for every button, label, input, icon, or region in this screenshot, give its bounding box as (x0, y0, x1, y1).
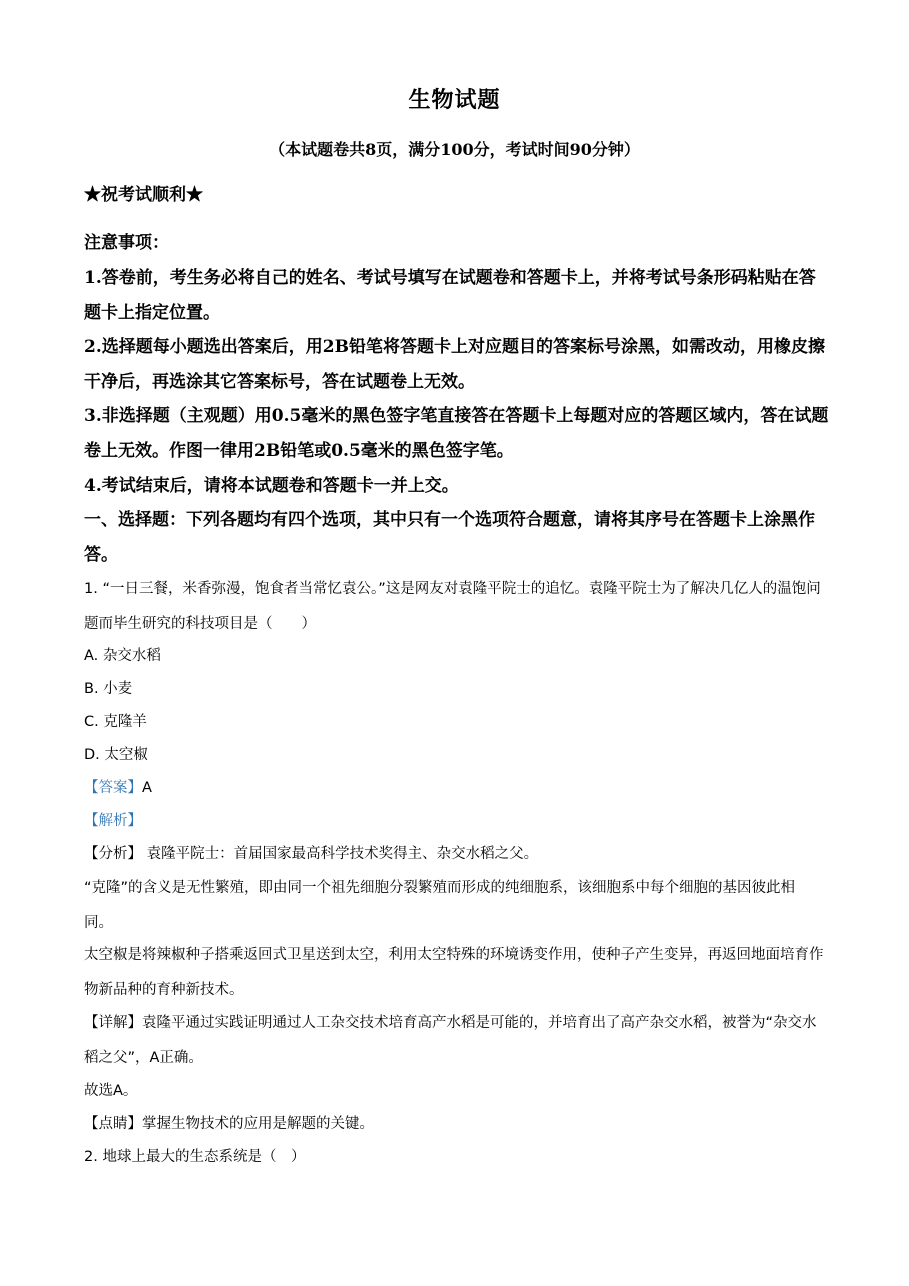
notice-item: 3.非选择题（主观题）用0.5毫米的黑色签字笔直接答在答题卡上每题对应的答题区域内，答在试题卷上无效。作图一律用2B铅笔或0.5毫米的黑色签字笔。 (84, 406, 829, 461)
answer-tag: 【答案】 (84, 780, 142, 796)
section-heading: 一、选择题：下列各题均有四个选项，其中只有一个选项符合题意，请将其序号在答题卡上涂黑作答。 (84, 510, 815, 565)
page-title: 生物试题 (408, 87, 501, 113)
choose-line: 故选A。 (84, 1083, 138, 1099)
option-c: C. 克隆羊 (84, 714, 147, 730)
analysis-tag: 【解析】 (84, 813, 142, 829)
option-d: D. 太空椒 (84, 747, 148, 763)
option-a: A. 杂交水稻 (84, 648, 161, 664)
notice-item: 4.考试结束后，请将本试题卷和答题卡一并上交。 (84, 476, 459, 496)
notice-item: 1.答卷前，考生务必将自己的姓名、考试号填写在试题卷和答题卡上，并将考试号条形码粘贴在答题卡上指定位置。 (84, 268, 816, 323)
analysis-clone: “克隆”的含义是无性繁殖，即由同一个祖先细胞分裂繁殖而形成的纯细胞系，该细胞系中每个细胞的基因彼此相同。 (84, 880, 796, 931)
blessing-line: ★祝考试顺利★ (84, 185, 203, 205)
option-b: B. 小麦 (84, 681, 133, 697)
question-stem: 2. 地球上最大的生态系统是（ ） (84, 1149, 306, 1165)
notice-item: 2.选择题每小题选出答案后，用2B铅笔将答题卡上对应题目的答案标号涂黑，如需改动，用橡皮擦干净后，再选涂其它答案标号，答在试题卷上无效。 (84, 337, 825, 392)
answer-value: A (142, 780, 152, 796)
notice-heading: 注意事项： (84, 233, 169, 253)
answer-line (84, 772, 824, 805)
key-point: 【点睛】掌握生物技术的应用是解题的关键。 (84, 1116, 374, 1132)
analysis-space: 太空椒是将辣椒种子搭乘返回式卫星送到太空，利用太空特殊的环境诱变作用，使种子产生变异，再返回地面培育作物新品种的育种新技术。 (84, 947, 824, 998)
analysis-detail: 【详解】袁隆平通过实践证明通过人工杂交技术培育高产水稻是可能的，并培育出了高产杂交水稻，被誉为“杂交水稻之父”，A正确。 (84, 1015, 817, 1066)
question-stem: 1. “一日三餐，米香弥漫，饱食者当常忆袁公。”这是网友对袁隆平院士的追忆。袁隆平院士为了解决几亿人的温饱问题而毕生研究的科技项目是（ ） (84, 581, 821, 632)
analysis-fenxi: 【分析】 袁隆平院士：首届国家最高科学技术奖得主、杂交水稻之父。 (84, 846, 539, 862)
exam-info: （本试题卷共8页，满分100分，考试时间90分钟） (269, 140, 640, 159)
